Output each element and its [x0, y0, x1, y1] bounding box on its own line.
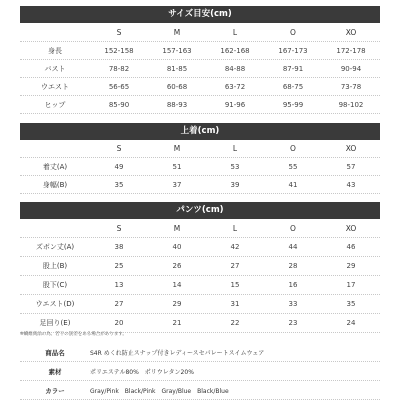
size-column-header: M: [173, 144, 181, 153]
table-cell: 46: [346, 243, 356, 251]
table-cell: 51: [172, 162, 182, 171]
row-label: 股下(C): [42, 281, 68, 289]
size-column-header: O: [290, 27, 296, 37]
table-cell: 68-75: [282, 82, 304, 91]
table-cell: 73-78: [340, 82, 362, 91]
table-cell: 87-91: [282, 64, 304, 73]
table-cell: 157-163: [162, 46, 192, 55]
pants-header: パンツ(cm): [20, 202, 380, 219]
row-label: バスト: [44, 64, 66, 73]
table-cell: 63-72: [224, 82, 246, 91]
row-label: ウエスト: [41, 82, 69, 91]
table-cell: 25: [114, 262, 124, 270]
size-column-header: XO: [345, 144, 357, 153]
size-column-header: XO: [345, 223, 357, 233]
size-column-header: L: [232, 223, 238, 233]
material-label: 素材: [48, 367, 62, 376]
row-label: ズボン丈(A): [35, 243, 75, 251]
size-column-header: M: [173, 27, 181, 37]
top-garment-header: 上着(cm): [20, 123, 380, 140]
size-column-header: XO: [345, 27, 357, 37]
table-cell: 13: [114, 281, 124, 289]
table-cell: 21: [172, 319, 182, 327]
size-column-header: S: [116, 144, 122, 153]
table-cell: 40: [172, 243, 182, 251]
table-row: [20, 158, 380, 176]
table-cell: 27: [230, 262, 240, 270]
table-cell: 98-102: [338, 100, 364, 109]
product-name-value: S4R めくれ防止スナップ付きレディースセパレートスイムウェア: [90, 349, 265, 357]
table-row: [20, 238, 380, 257]
product-name-label: 商品名: [45, 348, 65, 357]
table-row: [20, 257, 380, 276]
table-cell: 31: [230, 300, 240, 308]
table-cell: 33: [288, 300, 298, 308]
table-cell: 95-99: [282, 100, 304, 109]
table-cell: 44: [288, 243, 298, 251]
size-column-header: S: [116, 27, 122, 37]
table-cell: 167-173: [278, 46, 308, 55]
table-cell: 29: [346, 262, 356, 270]
row-label: ウエスト(D): [35, 300, 75, 308]
table-cell: 49: [114, 162, 124, 171]
table-cell: 24: [346, 319, 356, 327]
table-cell: 35: [346, 300, 356, 308]
size-guide-table: [20, 23, 380, 114]
table-cell: 90-94: [340, 64, 362, 73]
material-row: [20, 362, 380, 381]
table-cell: 20: [114, 319, 124, 327]
table-header-row: [20, 219, 380, 238]
table-cell: 172-178: [336, 46, 366, 55]
size-column-header: S: [116, 223, 122, 233]
table-cell: 26: [172, 262, 182, 270]
table-cell: 78-82: [108, 64, 130, 73]
size-column-header: L: [232, 27, 238, 37]
table-cell: 27: [114, 300, 124, 308]
row-label: 足回り(E): [39, 319, 71, 327]
table-cell: 152-158: [104, 46, 134, 55]
size-guide-header: サイズ目安(cm): [20, 6, 380, 23]
table-cell: 60-68: [166, 82, 188, 91]
table-cell: 42: [230, 243, 240, 251]
table-cell: 56-65: [108, 82, 130, 91]
color-label: カラー: [45, 386, 65, 395]
row-label: 股上(B): [42, 262, 68, 270]
color-value: Gray/Pink Black/Pink Gray/Blue Black/Blue: [90, 387, 229, 395]
table-header-row: [20, 23, 380, 42]
color-row: [20, 381, 380, 400]
pants-table: [20, 219, 380, 333]
table-cell: 35: [114, 180, 124, 189]
table-cell: 17: [346, 281, 356, 289]
product-info: [20, 343, 380, 400]
table-row: [20, 176, 380, 194]
measurement-note: ※繊維商品の為、若干の誤差をある場合があります。: [20, 332, 127, 337]
row-label: 着丈(A): [42, 162, 68, 171]
table-cell: 85-90: [108, 100, 130, 109]
table-cell: 84-88: [224, 64, 246, 73]
row-label: ヒップ: [44, 100, 66, 109]
material-value: ポリエステル80% ポリウレタン20%: [90, 368, 194, 376]
size-column-header: O: [290, 144, 296, 153]
table-cell: 23: [288, 319, 298, 327]
table-cell: 37: [172, 180, 182, 189]
table-cell: 81-85: [166, 64, 188, 73]
table-cell: 14: [172, 281, 182, 289]
table-cell: 91-96: [224, 100, 246, 109]
table-cell: 43: [346, 180, 356, 189]
table-cell: 41: [288, 180, 298, 189]
table-cell: 28: [288, 262, 298, 270]
size-column-header: L: [232, 144, 238, 153]
size-column-header: O: [290, 223, 296, 233]
table-cell: 57: [346, 162, 356, 171]
table-cell: 22: [230, 319, 240, 327]
table-row: [20, 295, 380, 314]
table-cell: 55: [288, 162, 298, 171]
product-name-row: [20, 343, 380, 362]
table-row: [20, 96, 380, 114]
row-label: 身長: [48, 46, 62, 55]
table-row: [20, 60, 380, 78]
table-cell: 162-168: [220, 46, 250, 55]
top-garment-table: [20, 140, 380, 194]
row-label: 身幅(B): [42, 180, 68, 189]
table-cell: 39: [230, 180, 240, 189]
size-column-header: M: [173, 223, 181, 233]
table-cell: 53: [230, 162, 240, 171]
table-cell: 16: [288, 281, 298, 289]
table-cell: 88-93: [166, 100, 188, 109]
table-row: [20, 276, 380, 295]
table-row: [20, 42, 380, 60]
table-cell: 15: [230, 281, 240, 289]
table-header-row: [20, 140, 380, 158]
table-row: [20, 78, 380, 96]
table-cell: 38: [114, 243, 124, 251]
table-cell: 29: [172, 300, 182, 308]
